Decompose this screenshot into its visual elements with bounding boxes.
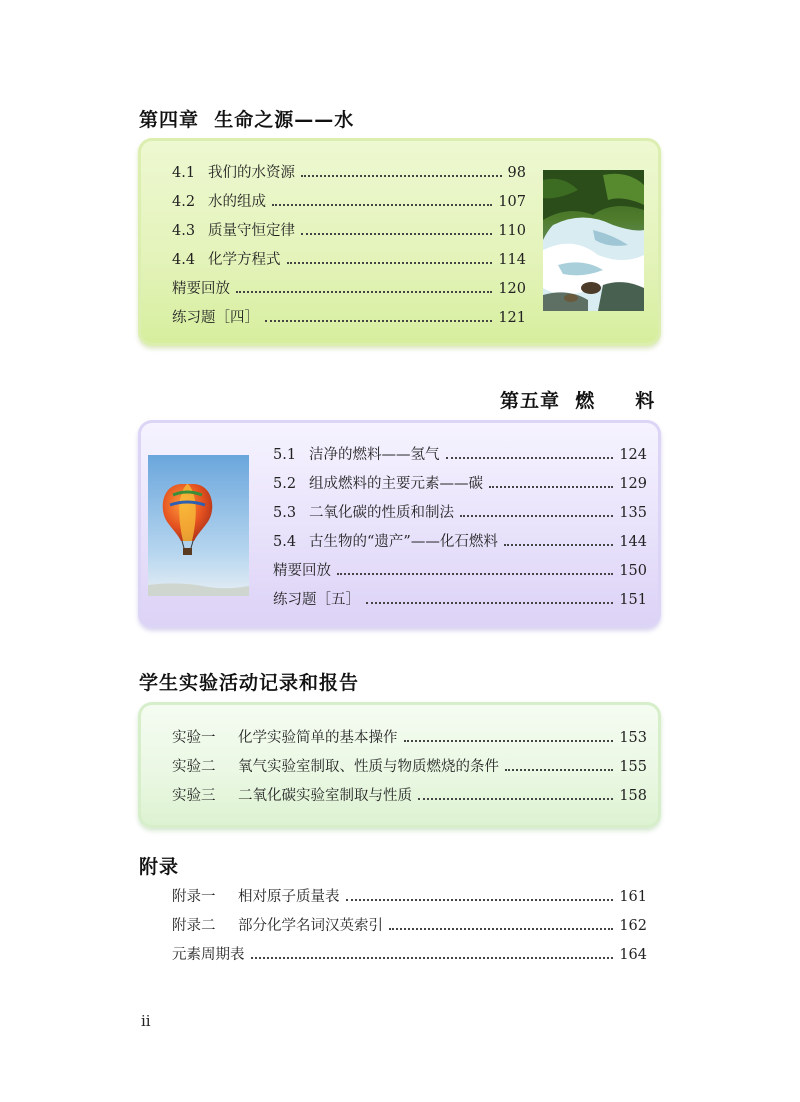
experiment-title: 氧气实验室制取、性质与物质燃烧的条件	[238, 759, 499, 775]
section-title: 练习题［四］	[172, 310, 259, 326]
hot-air-balloon-image	[148, 455, 249, 596]
leader-dots	[301, 233, 492, 235]
appendix-label: 元素周期表	[172, 947, 245, 963]
toc-item[interactable]	[273, 436, 647, 465]
leader-dots	[236, 291, 492, 293]
appendix-number: 附录二	[172, 918, 216, 934]
section-number: 4.1	[172, 165, 196, 181]
experiment-title: 化学实验简单的基本操作	[238, 730, 398, 746]
section-number: 4.2	[172, 194, 196, 210]
toc-item[interactable]	[273, 465, 647, 494]
experiments-title: 学生实验活动记录和报告	[139, 672, 360, 694]
section-number: 4.3	[172, 223, 196, 239]
section-number: 5.1	[273, 447, 297, 463]
chapter5-toc	[273, 436, 647, 610]
experiment-number: 实验一	[172, 730, 216, 746]
toc-item[interactable]	[273, 581, 647, 610]
appendix-toc	[172, 878, 647, 965]
appendix-label: 部分化学名词汉英索引	[238, 918, 383, 934]
page-ref: 150	[619, 563, 647, 579]
leader-dots	[505, 769, 613, 771]
appendix-number: 附录一	[172, 889, 216, 905]
section-title: 洁净的燃料——氢气	[309, 447, 440, 463]
leader-dots	[251, 957, 614, 959]
waterfall-image	[543, 170, 644, 311]
leader-dots	[389, 928, 613, 930]
page-number: ii	[141, 1012, 151, 1030]
leader-dots	[301, 175, 502, 177]
toc-item[interactable]	[172, 212, 526, 241]
page-ref: 124	[619, 447, 647, 463]
page-ref: 144	[619, 534, 647, 550]
leader-dots	[489, 486, 613, 488]
section-title: 水的组成	[208, 194, 266, 210]
leader-dots	[272, 204, 492, 206]
leader-dots	[446, 457, 614, 459]
page-ref: 151	[619, 592, 647, 608]
experiment-number: 实验二	[172, 759, 216, 775]
page-ref: 110	[498, 223, 526, 239]
toc-item[interactable]	[172, 878, 647, 907]
experiment-number: 实验三	[172, 788, 216, 804]
page-ref: 120	[498, 281, 526, 297]
page-ref: 162	[619, 918, 647, 934]
appendix-label: 相对原子质量表	[238, 889, 340, 905]
leader-dots	[418, 798, 613, 800]
section-title: 化学方程式	[208, 252, 281, 268]
appendix-title: 附录	[139, 856, 180, 878]
page-ref: 107	[498, 194, 526, 210]
page-ref: 98	[507, 165, 526, 181]
waterfall-photo	[543, 170, 644, 311]
leader-dots	[404, 740, 614, 742]
page-ref: 158	[619, 788, 647, 804]
section-title: 二氧化碳的性质和制法	[309, 505, 454, 521]
toc-item[interactable]	[273, 523, 647, 552]
section-number: 4.4	[172, 252, 196, 268]
page-ref: 155	[619, 759, 647, 775]
toc-item[interactable]	[172, 183, 526, 212]
leader-dots	[346, 899, 614, 901]
toc-item[interactable]	[172, 241, 526, 270]
toc-item[interactable]	[172, 907, 647, 936]
toc-item[interactable]	[172, 777, 647, 806]
leader-dots	[287, 262, 493, 264]
page-ref: 129	[619, 476, 647, 492]
chapter5-title: 第五章 燃 料	[500, 390, 656, 412]
section-title: 质量守恒定律	[208, 223, 295, 239]
experiment-title: 二氧化碳实验室制取与性质	[238, 788, 412, 804]
section-title: 精要回放	[273, 563, 331, 579]
toc-item[interactable]	[172, 936, 647, 965]
section-title: 我们的水资源	[208, 165, 295, 181]
page-ref: 135	[619, 505, 647, 521]
page-ref: 153	[619, 730, 647, 746]
page-ref: 114	[498, 252, 526, 268]
section-number: 5.3	[273, 505, 297, 521]
section-title: 精要回放	[172, 281, 230, 297]
toc-item[interactable]	[172, 270, 526, 299]
toc-item[interactable]	[273, 552, 647, 581]
page-ref: 121	[498, 310, 526, 326]
section-title: 古生物的“遗产”——化石燃料	[309, 534, 498, 550]
experiments-toc	[172, 719, 647, 806]
section-number: 5.2	[273, 476, 297, 492]
page-ref: 161	[619, 889, 647, 905]
hot-air-balloon-photo	[148, 455, 249, 596]
section-title: 组成燃料的主要元素——碳	[309, 476, 483, 492]
toc-item[interactable]	[172, 299, 526, 328]
toc-item[interactable]	[172, 154, 526, 183]
leader-dots	[460, 515, 613, 517]
leader-dots	[366, 602, 613, 604]
chapter4-toc	[172, 154, 526, 328]
toc-item[interactable]	[172, 719, 647, 748]
leader-dots	[337, 573, 613, 575]
leader-dots	[265, 320, 492, 322]
page-ref: 164	[619, 947, 647, 963]
chapter4-title: 第四章 生命之源——水	[139, 109, 355, 131]
section-title: 练习题［五］	[273, 592, 360, 608]
toc-item[interactable]	[172, 748, 647, 777]
leader-dots	[504, 544, 613, 546]
section-number: 5.4	[273, 534, 297, 550]
toc-item[interactable]	[273, 494, 647, 523]
